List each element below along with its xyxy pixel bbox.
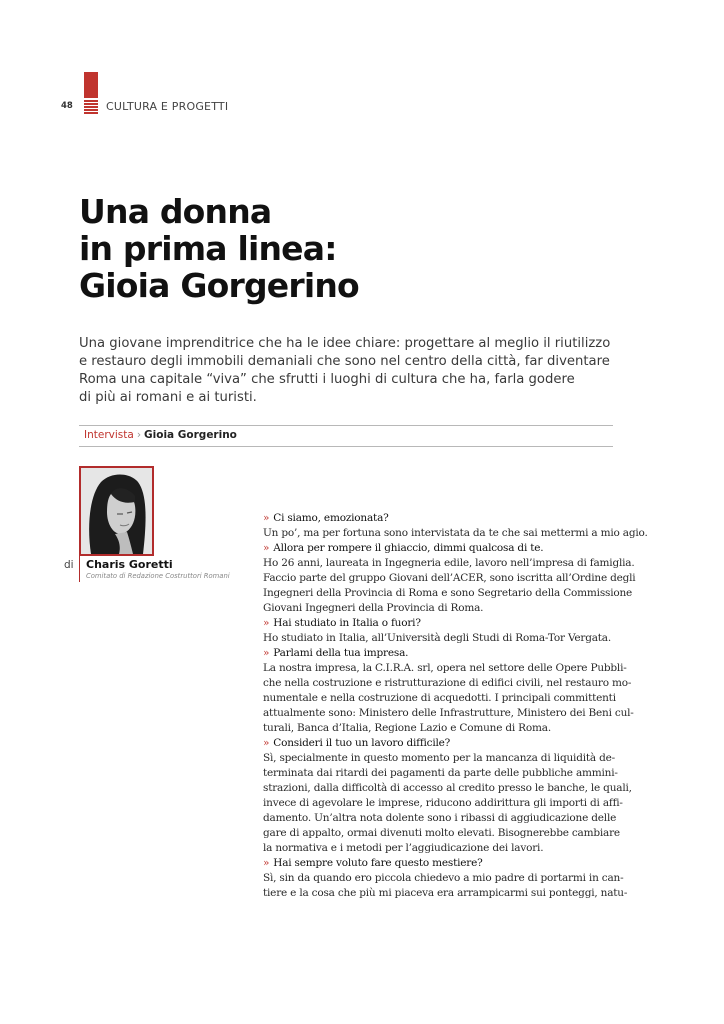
line-text: che nella costruzione e ristrutturazione di edifici civili, nel restauro mo- bbox=[263, 677, 632, 689]
interview-answer-line bbox=[263, 556, 635, 571]
subtitle-line: Una giovane imprenditrice che ha le idee chiare: progettare al meglio il riutilizzo bbox=[79, 336, 611, 351]
interview-answer-line bbox=[263, 691, 615, 706]
interview-answer-line bbox=[263, 706, 634, 721]
interview-question bbox=[263, 646, 615, 661]
title-line: Una donna bbox=[79, 192, 272, 231]
line-text: damento. Un’altra nota dolente sono i ribassi di aggiudicazione delle bbox=[263, 812, 617, 824]
line-text: La nostra impresa, la C.I.R.A. srl, opera nel settore delle Opere Pubbli- bbox=[263, 662, 627, 674]
byline bbox=[84, 429, 237, 441]
article-subtitle bbox=[79, 335, 611, 407]
line-text: Parlami della tua impresa. bbox=[273, 647, 409, 659]
question-marker: » bbox=[263, 647, 270, 659]
line-text: invece di agevolare le imprese, riducono addirittura gli importi di affi- bbox=[263, 797, 623, 809]
question-marker: » bbox=[263, 512, 270, 524]
title-line: Gioia Gorgerino bbox=[79, 266, 359, 305]
title-line: in prima linea: bbox=[79, 229, 337, 268]
line-text: Giovani Ingegneri della Provincia di Roma. bbox=[263, 602, 484, 614]
interview-answer-line bbox=[263, 751, 615, 766]
line-text: tiere e la cosa che più mi piaceva era arrampicarmi sui ponteggi, natu- bbox=[263, 887, 628, 899]
divider-bottom bbox=[79, 446, 613, 447]
interview-answer-line bbox=[263, 721, 615, 736]
interview-question bbox=[263, 511, 615, 526]
interview-answer-line bbox=[263, 526, 648, 541]
subtitle-line: Roma una capitale “viva” che sfrutti i luoghi di cultura che ha, farla godere bbox=[79, 372, 575, 387]
interview-question bbox=[263, 736, 615, 751]
interview-question bbox=[263, 616, 615, 631]
page-number: 48 bbox=[61, 101, 73, 111]
question-marker: » bbox=[263, 617, 270, 629]
line-text: Ci siamo, emozionata? bbox=[273, 512, 389, 524]
line-text: Consideri il tuo un lavoro difficile? bbox=[273, 737, 451, 749]
interview-answer-line bbox=[263, 661, 627, 676]
interview-answer-line bbox=[263, 796, 623, 811]
byline-subject: Gioia Gorgerino bbox=[144, 429, 237, 441]
line-text: numentale e nella costruzione di acquedotti. I principali committenti bbox=[263, 692, 616, 704]
line-text: terminata dai ritardi dei pagamenti da parte delle pubbliche ammini- bbox=[263, 767, 618, 779]
interview-body bbox=[263, 511, 648, 901]
author-photo bbox=[79, 466, 154, 556]
subtitle-line: di più ai romani e ai turisti. bbox=[79, 390, 257, 405]
line-text: Hai sempre voluto fare questo mestiere? bbox=[273, 857, 483, 869]
question-marker: » bbox=[263, 737, 270, 749]
byline-separator: › bbox=[136, 429, 142, 441]
author-role: Comitato di Redazione Costruttori Romani bbox=[86, 572, 230, 580]
interview-answer-line bbox=[263, 826, 620, 841]
interview-answer-line bbox=[263, 841, 615, 856]
article-title bbox=[79, 193, 359, 304]
line-text: Sì, specialmente in questo momento per la mancanza di liquidità de- bbox=[263, 752, 615, 764]
divider-top bbox=[79, 425, 613, 426]
byline-kind: Intervista bbox=[84, 429, 134, 441]
interview-answer-line bbox=[263, 811, 615, 826]
line-text: Sì, sin da quando ero piccola chiedevo a mio padre di portarmi in can- bbox=[263, 872, 624, 884]
subtitle-line: e restauro degli immobili demaniali che sono nel centro della città, far diventare bbox=[79, 354, 610, 369]
line-text: strazioni, dalla difficoltà di accesso al credito presso le banche, le quali, bbox=[263, 782, 632, 794]
interview-answer-line bbox=[263, 631, 615, 646]
interview-answer-line bbox=[263, 676, 632, 691]
section-marker bbox=[84, 72, 98, 115]
question-marker: » bbox=[263, 857, 270, 869]
interview-answer-line bbox=[263, 571, 636, 586]
interview-answer-line bbox=[263, 766, 618, 781]
line-text: gare di appalto, ormai divenuti molto elevati. Bisognerebbe cambiare bbox=[263, 827, 620, 839]
interview-question bbox=[263, 541, 615, 556]
interview-question bbox=[263, 856, 615, 871]
author-prefix: di bbox=[64, 559, 74, 571]
question-marker: » bbox=[263, 542, 270, 554]
line-text: Ingegneri della Provincia di Roma e sono Segretario della Commissione bbox=[263, 587, 633, 599]
line-text: attualmente sono: Ministero delle Infrastrutture, Ministero dei Beni cul- bbox=[263, 707, 634, 719]
line-text: Faccio parte del gruppo Giovani dell’ACER, sono iscritta all’Ordine degli bbox=[263, 572, 636, 584]
line-text: Ho studiato in Italia, all’Università degli Studi di Roma-Tor Vergata. bbox=[263, 632, 612, 644]
line-text: Un po’, ma per fortuna sono intervistata da te che sai mettermi a mio agio. bbox=[263, 527, 648, 539]
interview-answer-line bbox=[263, 781, 632, 796]
interview-answer-line bbox=[263, 871, 624, 886]
interview-answer-line bbox=[263, 586, 633, 601]
interview-answer-line bbox=[263, 886, 628, 901]
line-text: Hai studiato in Italia o fuori? bbox=[273, 617, 421, 629]
line-text: Ho 26 anni, laureata in Ingegneria edile, lavoro nell’impresa di famiglia. bbox=[263, 557, 635, 569]
line-text: Allora per rompere il ghiaccio, dimmi qualcosa di te. bbox=[273, 542, 544, 554]
author-name: Charis Goretti bbox=[86, 558, 173, 571]
author-accent-bar bbox=[79, 554, 80, 582]
line-text: turali, Banca d’Italia, Regione Lazio e Comune di Roma. bbox=[263, 722, 551, 734]
section-label: CULTURA E PROGETTI bbox=[106, 100, 229, 113]
line-text: la normativa e i metodi per l’aggiudicazione dei lavori. bbox=[263, 842, 544, 854]
interview-answer-line bbox=[263, 601, 615, 616]
